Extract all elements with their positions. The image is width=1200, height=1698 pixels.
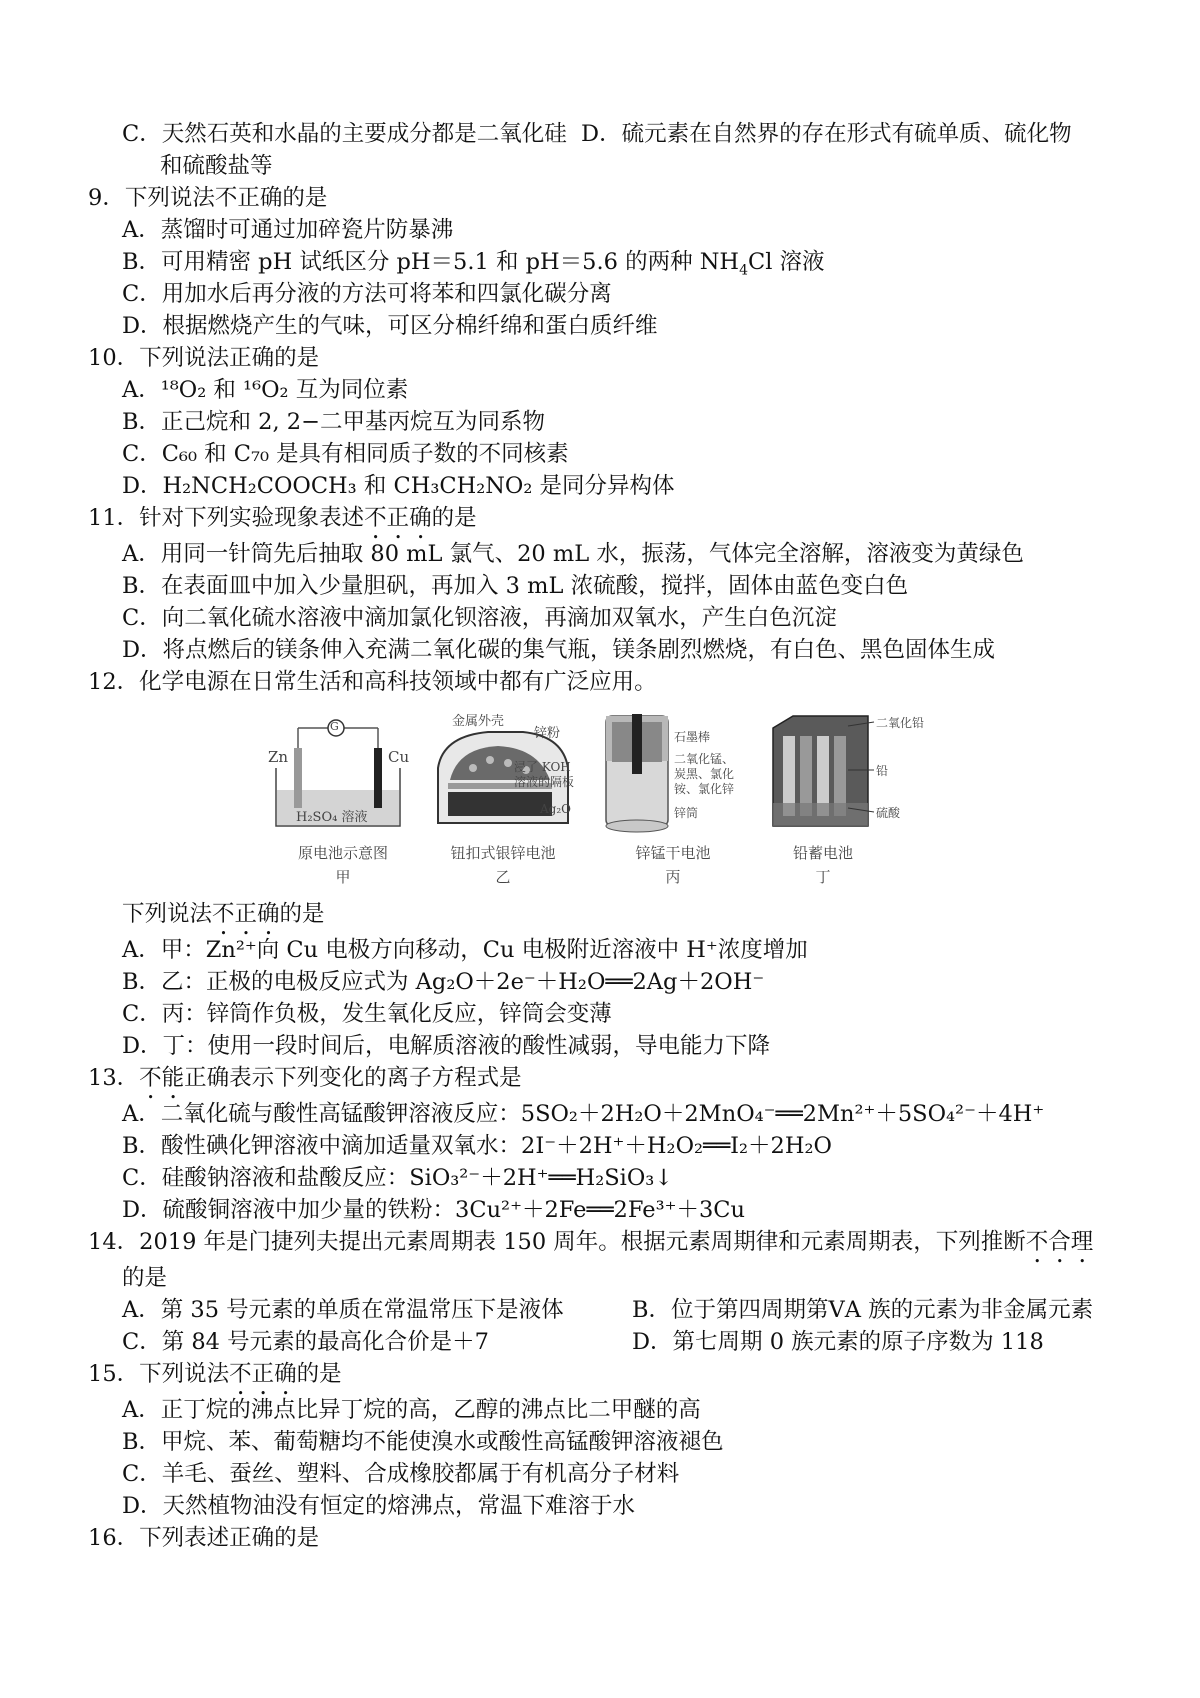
q11-stem: 11．针对下列实验现象表述不正确的是	[88, 505, 477, 531]
figure-caption-ding: 铅蓄电池	[792, 844, 853, 862]
figure-caption-bing: 锌锰干电池	[635, 844, 711, 862]
q12-option-c: C．丙：锌筒作负极，发生氧化反应，锌筒会变薄	[122, 1001, 612, 1027]
figure-caption-jia: 原电池示意图	[297, 844, 388, 862]
q11-option-d: D．将点燃后的镁条伸入充满二氧化碳的集气瓶，镁条剧烈燃烧，有白色、黑色固体生成	[122, 637, 996, 663]
q8-option-c: C．天然石英和水晶的主要成分都是二氧化硅	[122, 121, 567, 147]
q10-option-b: B．正己烷和 2, 2−二甲基丙烷互为同系物	[122, 409, 545, 435]
mno2-label-2: 炭黑、氯化	[674, 767, 735, 781]
q15-option-b: B．甲烷、苯、葡萄糖均不能使溴水或酸性高锰酸钾溶液褪色	[122, 1429, 724, 1455]
figure-tag-bing: 丙	[665, 868, 681, 886]
mno2-label-3: 铵、氯化锌	[674, 782, 735, 796]
q9-option-b: B．可用精密 pH 试纸区分 pH＝5.1 和 pH＝5.6 的两种 $NH_4Cl$ 溶液	[122, 249, 825, 279]
figure-tag-yi: 乙	[495, 868, 511, 886]
zinc-powder-label: 锌粉	[534, 726, 561, 741]
q14-option-b: B．位于第四周期第ⅤA 族的元素为非金属元素	[632, 1297, 1094, 1323]
q9-option-c: C．用加水后再分液的方法可将苯和四氯化碳分离	[122, 281, 612, 307]
q13-option-a: A．二氧化硫与酸性高锰酸钾溶液反应：5SO₂＋2H₂O＋2MnO₄⁻══2Mn²⁺＋5SO₄²⁻＋4H⁺	[122, 1101, 1045, 1127]
figure-tag-jia: 甲	[335, 868, 351, 886]
q11-option-b: B．在表面皿中加入少量胆矾，再加入 3 mL 浓硫酸，搅拌，固体由蓝色变白色	[122, 573, 909, 599]
figure-dry-cell	[598, 708, 758, 886]
q12-sub-stem: 下列说法不正确的是	[122, 901, 325, 927]
h2so4-solution-label: H₂SO₄ 溶液	[296, 810, 368, 825]
figure-lead-acid	[768, 708, 948, 886]
q15-stem: 15．下列说法不正确的是	[88, 1361, 342, 1387]
q11-option-c: C．向二氧化硫水溶液中滴加氯化钡溶液，再滴加双氧水，产生白色沉淀	[122, 605, 837, 631]
q12-option-d: D．丁：使用一段时间后，电解质溶液的酸性减弱，导电能力下降	[122, 1033, 771, 1059]
q9-option-a: A．蒸馏时可通过加碎瓷片防暴沸	[122, 217, 454, 243]
graphite-rod-label: 石墨棒	[674, 730, 711, 744]
ag2o-label: Ag₂O	[540, 802, 571, 816]
sulfuric-acid-label: 硫酸	[876, 806, 901, 820]
q11-option-a: A．用同一针筒先后抽取 80 mL 氯气、20 mL 水，振荡，气体完全溶解，溶液变为黄绿色	[122, 541, 1024, 567]
mno2-label-1: 二氧化锰、	[674, 752, 735, 766]
q15-option-a: A．正丁烷的沸点比异丁烷的高，乙醇的沸点比二甲醚的高	[122, 1397, 701, 1423]
battery-figures	[268, 708, 968, 886]
q10-option-c: C．C₆₀ 和 C₇₀ 是具有相同质子数的不同核素	[122, 441, 569, 467]
q13-option-d: D．硫酸铜溶液中加少量的铁粉：3Cu²⁺＋2Fe══2Fe³⁺＋3Cu	[122, 1197, 745, 1223]
koh-separator-label-1: 浸了 KOH	[514, 760, 571, 774]
q9-stem: 9．下列说法不正确的是	[88, 185, 328, 211]
cu-electrode-label: Cu	[388, 748, 410, 766]
q10-stem: 10．下列说法正确的是	[88, 345, 320, 371]
q15-option-d: D．天然植物油没有恒定的熔沸点，常温下难溶于水	[122, 1493, 636, 1519]
q14-option-c: C．第 84 号元素的最高化合价是＋7	[122, 1329, 489, 1355]
q14-stem-continued: 的是	[122, 1265, 168, 1291]
q12-stem: 12．化学电源在日常生活和高科技领域中都有广泛应用。	[88, 669, 657, 695]
lead-label: 铅	[876, 764, 889, 778]
pbo2-label: 二氧化铅	[876, 716, 925, 730]
q8-option-d-continued: 和硫酸盐等	[160, 153, 273, 179]
q10-option-d: D．H₂NCH₂COOCH₃ 和 CH₃CH₂NO₂ 是同分异构体	[122, 473, 675, 499]
q13-option-b: B．酸性碘化钾溶液中滴加适量双氧水：2I⁻＋2H⁺＋H₂O₂══I₂＋2H₂O	[122, 1133, 832, 1159]
zn-electrode-label: Zn	[268, 748, 289, 766]
q15-option-c: C．羊毛、蚕丝、塑料、合成橡胶都属于有机高分子材料	[122, 1461, 680, 1487]
q12-option-b: B．乙：正极的电极反应式为 Ag₂O＋2e⁻＋H₂O══2Ag＋2OH⁻	[122, 969, 765, 995]
q9-option-d: D．根据燃烧产生的气味，可区分棉纤绵和蛋白质纤维	[122, 313, 658, 339]
q10-option-a: A．¹⁸O₂ 和 ¹⁶O₂ 互为同位素	[122, 377, 409, 403]
q8-option-c-d-line	[122, 118, 1072, 150]
figure-tag-ding: 丁	[815, 868, 831, 886]
q16-stem: 16．下列表述正确的是	[88, 1525, 320, 1551]
zinc-can-label: 锌筒	[674, 806, 699, 820]
q12-option-a: A．甲：Zn²⁺向 Cu 电极方向移动，Cu 电极附近溶液中 H⁺浓度增加	[122, 937, 808, 963]
q13-option-c: C．硅酸钠溶液和盐酸反应：SiO₃²⁻＋2H⁺══H₂SiO₃↓	[122, 1165, 674, 1191]
q13-stem: 13．不能正确表示下列变化的离子方程式是	[88, 1065, 522, 1091]
q14-option-d: D．第七周期 0 族元素的原子序数为 118	[632, 1329, 1044, 1355]
koh-separator-label-2: 溶液的隔板	[514, 775, 575, 789]
galvanometer-label: G	[330, 720, 339, 733]
figure-button-cell	[428, 708, 588, 886]
q8-option-d: D．硫元素在自然界的存在形式有硫单质、硫化物	[581, 121, 1072, 147]
figure-caption-yi: 钮扣式银锌电池	[450, 844, 556, 862]
metal-shell-label: 金属外壳	[452, 714, 505, 729]
q14-stem: 14．2019 年是门捷列夫提出元素周期表 150 周年。根据元素周期律和元素周期表，下列推断不合理	[88, 1229, 1094, 1255]
figure-galvanic-cell	[268, 708, 418, 886]
q14-option-a: A．第 35 号元素的单质在常温常压下是液体	[122, 1297, 564, 1323]
